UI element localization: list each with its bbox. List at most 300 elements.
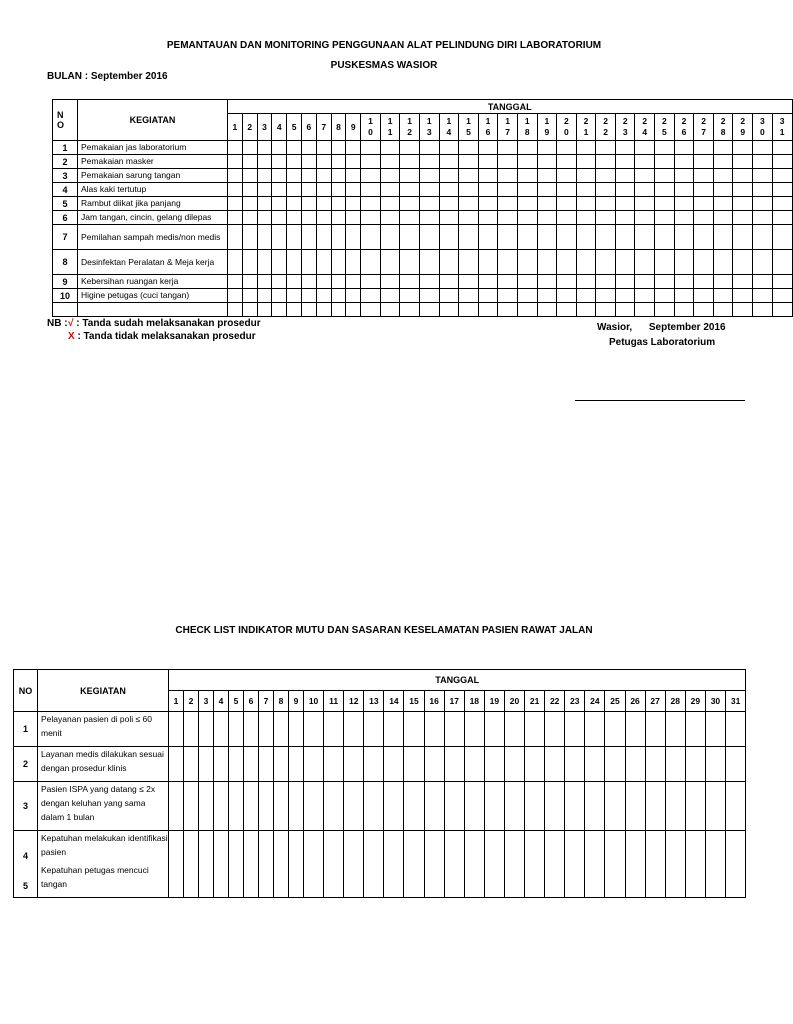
checkbox-cell[interactable] — [444, 712, 464, 747]
empty-cell[interactable] — [674, 303, 694, 317]
checkbox-cell[interactable] — [228, 141, 243, 155]
checkbox-cell[interactable] — [557, 183, 577, 197]
checkbox-cell[interactable] — [346, 250, 361, 275]
checkbox-cell[interactable] — [424, 712, 444, 747]
checkbox-cell[interactable] — [557, 225, 577, 250]
empty-cell[interactable] — [380, 303, 400, 317]
checkbox-cell[interactable] — [478, 197, 498, 211]
checkbox-cell[interactable] — [361, 197, 381, 211]
checkbox-cell[interactable] — [685, 747, 705, 782]
checkbox-cell[interactable] — [361, 250, 381, 275]
checkbox-cell[interactable] — [537, 225, 557, 250]
checkbox-cell[interactable] — [655, 275, 675, 289]
checkbox-cell[interactable] — [498, 211, 518, 225]
checkbox-cell[interactable] — [484, 831, 504, 898]
checkbox-cell[interactable] — [274, 782, 289, 831]
empty-cell[interactable] — [772, 303, 792, 317]
empty-cell[interactable] — [228, 303, 243, 317]
checkbox-cell[interactable] — [772, 197, 792, 211]
checkbox-cell[interactable] — [596, 275, 616, 289]
checkbox-cell[interactable] — [565, 831, 585, 898]
empty-cell[interactable] — [655, 303, 675, 317]
checkbox-cell[interactable] — [517, 197, 537, 211]
checkbox-cell[interactable] — [229, 782, 244, 831]
checkbox-cell[interactable] — [484, 782, 504, 831]
checkbox-cell[interactable] — [301, 197, 316, 211]
checkbox-cell[interactable] — [596, 141, 616, 155]
checkbox-cell[interactable] — [504, 747, 524, 782]
checkbox-cell[interactable] — [384, 712, 404, 747]
checkbox-cell[interactable] — [525, 712, 545, 747]
checkbox-cell[interactable] — [228, 169, 243, 183]
checkbox-cell[interactable] — [498, 197, 518, 211]
checkbox-cell[interactable] — [517, 211, 537, 225]
checkbox-cell[interactable] — [674, 197, 694, 211]
checkbox-cell[interactable] — [331, 141, 346, 155]
empty-cell[interactable] — [694, 303, 714, 317]
checkbox-cell[interactable] — [645, 831, 665, 898]
checkbox-cell[interactable] — [242, 250, 257, 275]
empty-cell[interactable] — [576, 303, 596, 317]
checkbox-cell[interactable] — [214, 747, 229, 782]
checkbox-cell[interactable] — [478, 169, 498, 183]
checkbox-cell[interactable] — [257, 141, 272, 155]
checkbox-cell[interactable] — [404, 712, 424, 747]
checkbox-cell[interactable] — [272, 197, 287, 211]
checkbox-cell[interactable] — [585, 712, 605, 747]
checkbox-cell[interactable] — [525, 782, 545, 831]
checkbox-cell[interactable] — [346, 211, 361, 225]
empty-cell[interactable] — [498, 303, 518, 317]
checkbox-cell[interactable] — [733, 289, 753, 303]
checkbox-cell[interactable] — [459, 141, 479, 155]
checkbox-cell[interactable] — [713, 275, 733, 289]
empty-cell[interactable] — [733, 303, 753, 317]
checkbox-cell[interactable] — [257, 225, 272, 250]
checkbox-cell[interactable] — [400, 169, 420, 183]
checkbox-cell[interactable] — [400, 289, 420, 303]
checkbox-cell[interactable] — [439, 169, 459, 183]
checkbox-cell[interactable] — [380, 141, 400, 155]
checkbox-cell[interactable] — [596, 197, 616, 211]
checkbox-cell[interactable] — [537, 289, 557, 303]
checkbox-cell[interactable] — [694, 197, 714, 211]
checkbox-cell[interactable] — [705, 747, 725, 782]
checkbox-cell[interactable] — [419, 250, 439, 275]
checkbox-cell[interactable] — [272, 169, 287, 183]
checkbox-cell[interactable] — [665, 782, 685, 831]
checkbox-cell[interactable] — [346, 289, 361, 303]
checkbox-cell[interactable] — [229, 712, 244, 747]
checkbox-cell[interactable] — [655, 250, 675, 275]
empty-cell[interactable] — [419, 303, 439, 317]
checkbox-cell[interactable] — [635, 211, 655, 225]
checkbox-cell[interactable] — [615, 169, 635, 183]
checkbox-cell[interactable] — [289, 747, 304, 782]
checkbox-cell[interactable] — [324, 712, 344, 747]
checkbox-cell[interactable] — [576, 275, 596, 289]
checkbox-cell[interactable] — [459, 289, 479, 303]
checkbox-cell[interactable] — [585, 782, 605, 831]
checkbox-cell[interactable] — [272, 183, 287, 197]
checkbox-cell[interactable] — [242, 275, 257, 289]
checkbox-cell[interactable] — [344, 831, 364, 898]
checkbox-cell[interactable] — [635, 289, 655, 303]
checkbox-cell[interactable] — [733, 197, 753, 211]
checkbox-cell[interactable] — [713, 250, 733, 275]
empty-cell[interactable] — [596, 303, 616, 317]
checkbox-cell[interactable] — [184, 747, 199, 782]
checkbox-cell[interactable] — [645, 747, 665, 782]
checkbox-cell[interactable] — [400, 225, 420, 250]
checkbox-cell[interactable] — [694, 289, 714, 303]
checkbox-cell[interactable] — [419, 225, 439, 250]
checkbox-cell[interactable] — [199, 712, 214, 747]
checkbox-cell[interactable] — [545, 712, 565, 747]
checkbox-cell[interactable] — [272, 289, 287, 303]
checkbox-cell[interactable] — [733, 183, 753, 197]
checkbox-cell[interactable] — [725, 747, 745, 782]
checkbox-cell[interactable] — [259, 747, 274, 782]
checkbox-cell[interactable] — [301, 211, 316, 225]
checkbox-cell[interactable] — [753, 289, 773, 303]
checkbox-cell[interactable] — [625, 712, 645, 747]
checkbox-cell[interactable] — [400, 183, 420, 197]
checkbox-cell[interactable] — [464, 712, 484, 747]
checkbox-cell[interactable] — [331, 225, 346, 250]
checkbox-cell[interactable] — [655, 183, 675, 197]
checkbox-cell[interactable] — [459, 155, 479, 169]
checkbox-cell[interactable] — [316, 225, 331, 250]
checkbox-cell[interactable] — [346, 225, 361, 250]
checkbox-cell[interactable] — [272, 225, 287, 250]
empty-cell[interactable] — [537, 303, 557, 317]
checkbox-cell[interactable] — [301, 141, 316, 155]
checkbox-cell[interactable] — [444, 782, 464, 831]
checkbox-cell[interactable] — [228, 155, 243, 169]
checkbox-cell[interactable] — [419, 275, 439, 289]
checkbox-cell[interactable] — [753, 141, 773, 155]
checkbox-cell[interactable] — [645, 712, 665, 747]
checkbox-cell[interactable] — [439, 250, 459, 275]
checkbox-cell[interactable] — [244, 712, 259, 747]
checkbox-cell[interactable] — [464, 831, 484, 898]
checkbox-cell[interactable] — [713, 183, 733, 197]
checkbox-cell[interactable] — [361, 211, 381, 225]
checkbox-cell[interactable] — [346, 169, 361, 183]
checkbox-cell[interactable] — [565, 782, 585, 831]
empty-cell[interactable] — [635, 303, 655, 317]
checkbox-cell[interactable] — [753, 250, 773, 275]
checkbox-cell[interactable] — [615, 155, 635, 169]
checkbox-cell[interactable] — [400, 211, 420, 225]
checkbox-cell[interactable] — [380, 250, 400, 275]
checkbox-cell[interactable] — [459, 275, 479, 289]
checkbox-cell[interactable] — [184, 782, 199, 831]
checkbox-cell[interactable] — [419, 197, 439, 211]
checkbox-cell[interactable] — [184, 831, 199, 898]
checkbox-cell[interactable] — [316, 197, 331, 211]
checkbox-cell[interactable] — [419, 183, 439, 197]
checkbox-cell[interactable] — [772, 141, 792, 155]
checkbox-cell[interactable] — [517, 225, 537, 250]
checkbox-cell[interactable] — [655, 211, 675, 225]
checkbox-cell[interactable] — [576, 289, 596, 303]
checkbox-cell[interactable] — [733, 225, 753, 250]
checkbox-cell[interactable] — [301, 289, 316, 303]
checkbox-cell[interactable] — [615, 289, 635, 303]
checkbox-cell[interactable] — [498, 141, 518, 155]
checkbox-cell[interactable] — [655, 197, 675, 211]
checkbox-cell[interactable] — [565, 712, 585, 747]
checkbox-cell[interactable] — [444, 747, 464, 782]
checkbox-cell[interactable] — [733, 250, 753, 275]
checkbox-cell[interactable] — [713, 197, 733, 211]
checkbox-cell[interactable] — [705, 712, 725, 747]
checkbox-cell[interactable] — [244, 747, 259, 782]
checkbox-cell[interactable] — [694, 211, 714, 225]
checkbox-cell[interactable] — [287, 141, 302, 155]
checkbox-cell[interactable] — [557, 141, 577, 155]
checkbox-cell[interactable] — [576, 155, 596, 169]
checkbox-cell[interactable] — [635, 169, 655, 183]
checkbox-cell[interactable] — [301, 183, 316, 197]
checkbox-cell[interactable] — [459, 250, 479, 275]
checkbox-cell[interactable] — [199, 782, 214, 831]
checkbox-cell[interactable] — [459, 169, 479, 183]
checkbox-cell[interactable] — [287, 211, 302, 225]
checkbox-cell[interactable] — [380, 197, 400, 211]
checkbox-cell[interactable] — [504, 782, 524, 831]
checkbox-cell[interactable] — [400, 275, 420, 289]
checkbox-cell[interactable] — [274, 712, 289, 747]
checkbox-cell[interactable] — [380, 183, 400, 197]
checkbox-cell[interactable] — [439, 211, 459, 225]
checkbox-cell[interactable] — [635, 250, 655, 275]
checkbox-cell[interactable] — [517, 183, 537, 197]
checkbox-cell[interactable] — [361, 169, 381, 183]
checkbox-cell[interactable] — [576, 225, 596, 250]
checkbox-cell[interactable] — [380, 275, 400, 289]
checkbox-cell[interactable] — [694, 169, 714, 183]
checkbox-cell[interactable] — [380, 211, 400, 225]
checkbox-cell[interactable] — [331, 250, 346, 275]
checkbox-cell[interactable] — [316, 169, 331, 183]
checkbox-cell[interactable] — [478, 225, 498, 250]
checkbox-cell[interactable] — [674, 289, 694, 303]
checkbox-cell[interactable] — [525, 747, 545, 782]
checkbox-cell[interactable] — [504, 712, 524, 747]
checkbox-cell[interactable] — [364, 747, 384, 782]
checkbox-cell[interactable] — [244, 782, 259, 831]
checkbox-cell[interactable] — [498, 225, 518, 250]
checkbox-cell[interactable] — [655, 225, 675, 250]
checkbox-cell[interactable] — [665, 831, 685, 898]
checkbox-cell[interactable] — [517, 155, 537, 169]
checkbox-cell[interactable] — [287, 275, 302, 289]
checkbox-cell[interactable] — [557, 197, 577, 211]
checkbox-cell[interactable] — [635, 183, 655, 197]
checkbox-cell[interactable] — [694, 250, 714, 275]
checkbox-cell[interactable] — [384, 831, 404, 898]
empty-cell[interactable] — [272, 303, 287, 317]
checkbox-cell[interactable] — [364, 712, 384, 747]
checkbox-cell[interactable] — [287, 155, 302, 169]
checkbox-cell[interactable] — [169, 747, 184, 782]
checkbox-cell[interactable] — [625, 747, 645, 782]
checkbox-cell[interactable] — [685, 712, 705, 747]
empty-cell[interactable] — [316, 303, 331, 317]
checkbox-cell[interactable] — [478, 141, 498, 155]
checkbox-cell[interactable] — [464, 747, 484, 782]
checkbox-cell[interactable] — [537, 275, 557, 289]
checkbox-cell[interactable] — [674, 250, 694, 275]
checkbox-cell[interactable] — [674, 141, 694, 155]
checkbox-cell[interactable] — [274, 747, 289, 782]
checkbox-cell[interactable] — [504, 831, 524, 898]
checkbox-cell[interactable] — [576, 211, 596, 225]
checkbox-cell[interactable] — [287, 225, 302, 250]
checkbox-cell[interactable] — [545, 747, 565, 782]
checkbox-cell[interactable] — [615, 183, 635, 197]
checkbox-cell[interactable] — [596, 211, 616, 225]
checkbox-cell[interactable] — [257, 250, 272, 275]
checkbox-cell[interactable] — [419, 141, 439, 155]
checkbox-cell[interactable] — [257, 155, 272, 169]
empty-cell[interactable] — [346, 303, 361, 317]
checkbox-cell[interactable] — [228, 197, 243, 211]
checkbox-cell[interactable] — [257, 197, 272, 211]
checkbox-cell[interactable] — [287, 183, 302, 197]
checkbox-cell[interactable] — [301, 155, 316, 169]
checkbox-cell[interactable] — [694, 141, 714, 155]
checkbox-cell[interactable] — [635, 141, 655, 155]
checkbox-cell[interactable] — [478, 275, 498, 289]
empty-cell[interactable] — [287, 303, 302, 317]
checkbox-cell[interactable] — [545, 782, 565, 831]
checkbox-cell[interactable] — [346, 183, 361, 197]
checkbox-cell[interactable] — [228, 225, 243, 250]
checkbox-cell[interactable] — [733, 275, 753, 289]
checkbox-cell[interactable] — [424, 747, 444, 782]
checkbox-cell[interactable] — [478, 211, 498, 225]
checkbox-cell[interactable] — [380, 289, 400, 303]
checkbox-cell[interactable] — [753, 169, 773, 183]
checkbox-cell[interactable] — [301, 225, 316, 250]
checkbox-cell[interactable] — [596, 225, 616, 250]
checkbox-cell[interactable] — [400, 155, 420, 169]
checkbox-cell[interactable] — [655, 141, 675, 155]
checkbox-cell[interactable] — [272, 275, 287, 289]
checkbox-cell[interactable] — [478, 155, 498, 169]
checkbox-cell[interactable] — [301, 250, 316, 275]
checkbox-cell[interactable] — [576, 141, 596, 155]
checkbox-cell[interactable] — [713, 211, 733, 225]
checkbox-cell[interactable] — [725, 712, 745, 747]
checkbox-cell[interactable] — [665, 747, 685, 782]
checkbox-cell[interactable] — [615, 275, 635, 289]
checkbox-cell[interactable] — [576, 169, 596, 183]
checkbox-cell[interactable] — [685, 831, 705, 898]
checkbox-cell[interactable] — [625, 782, 645, 831]
checkbox-cell[interactable] — [694, 183, 714, 197]
checkbox-cell[interactable] — [674, 183, 694, 197]
checkbox-cell[interactable] — [229, 831, 244, 898]
empty-cell[interactable] — [439, 303, 459, 317]
checkbox-cell[interactable] — [214, 782, 229, 831]
checkbox-cell[interactable] — [655, 169, 675, 183]
checkbox-cell[interactable] — [289, 831, 304, 898]
checkbox-cell[interactable] — [733, 211, 753, 225]
checkbox-cell[interactable] — [324, 831, 344, 898]
checkbox-cell[interactable] — [585, 747, 605, 782]
checkbox-cell[interactable] — [257, 275, 272, 289]
checkbox-cell[interactable] — [478, 183, 498, 197]
checkbox-cell[interactable] — [404, 747, 424, 782]
checkbox-cell[interactable] — [274, 831, 289, 898]
checkbox-cell[interactable] — [229, 747, 244, 782]
checkbox-cell[interactable] — [439, 155, 459, 169]
checkbox-cell[interactable] — [478, 250, 498, 275]
checkbox-cell[interactable] — [557, 289, 577, 303]
checkbox-cell[interactable] — [364, 782, 384, 831]
checkbox-cell[interactable] — [214, 712, 229, 747]
checkbox-cell[interactable] — [596, 250, 616, 275]
checkbox-cell[interactable] — [694, 155, 714, 169]
checkbox-cell[interactable] — [331, 211, 346, 225]
checkbox-cell[interactable] — [272, 155, 287, 169]
empty-cell[interactable] — [242, 303, 257, 317]
checkbox-cell[interactable] — [517, 141, 537, 155]
checkbox-cell[interactable] — [615, 141, 635, 155]
checkbox-cell[interactable] — [498, 169, 518, 183]
checkbox-cell[interactable] — [537, 250, 557, 275]
checkbox-cell[interactable] — [498, 250, 518, 275]
checkbox-cell[interactable] — [459, 211, 479, 225]
checkbox-cell[interactable] — [459, 183, 479, 197]
checkbox-cell[interactable] — [400, 250, 420, 275]
checkbox-cell[interactable] — [772, 169, 792, 183]
empty-cell[interactable] — [459, 303, 479, 317]
checkbox-cell[interactable] — [287, 197, 302, 211]
empty-cell[interactable] — [400, 303, 420, 317]
checkbox-cell[interactable] — [772, 275, 792, 289]
checkbox-cell[interactable] — [380, 155, 400, 169]
checkbox-cell[interactable] — [753, 183, 773, 197]
checkbox-cell[interactable] — [346, 197, 361, 211]
checkbox-cell[interactable] — [400, 197, 420, 211]
checkbox-cell[interactable] — [753, 155, 773, 169]
checkbox-cell[interactable] — [772, 211, 792, 225]
checkbox-cell[interactable] — [242, 197, 257, 211]
checkbox-cell[interactable] — [439, 141, 459, 155]
checkbox-cell[interactable] — [259, 712, 274, 747]
checkbox-cell[interactable] — [484, 747, 504, 782]
empty-cell[interactable] — [713, 303, 733, 317]
checkbox-cell[interactable] — [242, 155, 257, 169]
checkbox-cell[interactable] — [615, 211, 635, 225]
checkbox-cell[interactable] — [585, 831, 605, 898]
checkbox-cell[interactable] — [517, 289, 537, 303]
checkbox-cell[interactable] — [272, 211, 287, 225]
checkbox-cell[interactable] — [713, 141, 733, 155]
checkbox-cell[interactable] — [615, 197, 635, 211]
checkbox-cell[interactable] — [625, 831, 645, 898]
checkbox-cell[interactable] — [228, 250, 243, 275]
checkbox-cell[interactable] — [464, 782, 484, 831]
checkbox-cell[interactable] — [384, 782, 404, 831]
checkbox-cell[interactable] — [674, 155, 694, 169]
